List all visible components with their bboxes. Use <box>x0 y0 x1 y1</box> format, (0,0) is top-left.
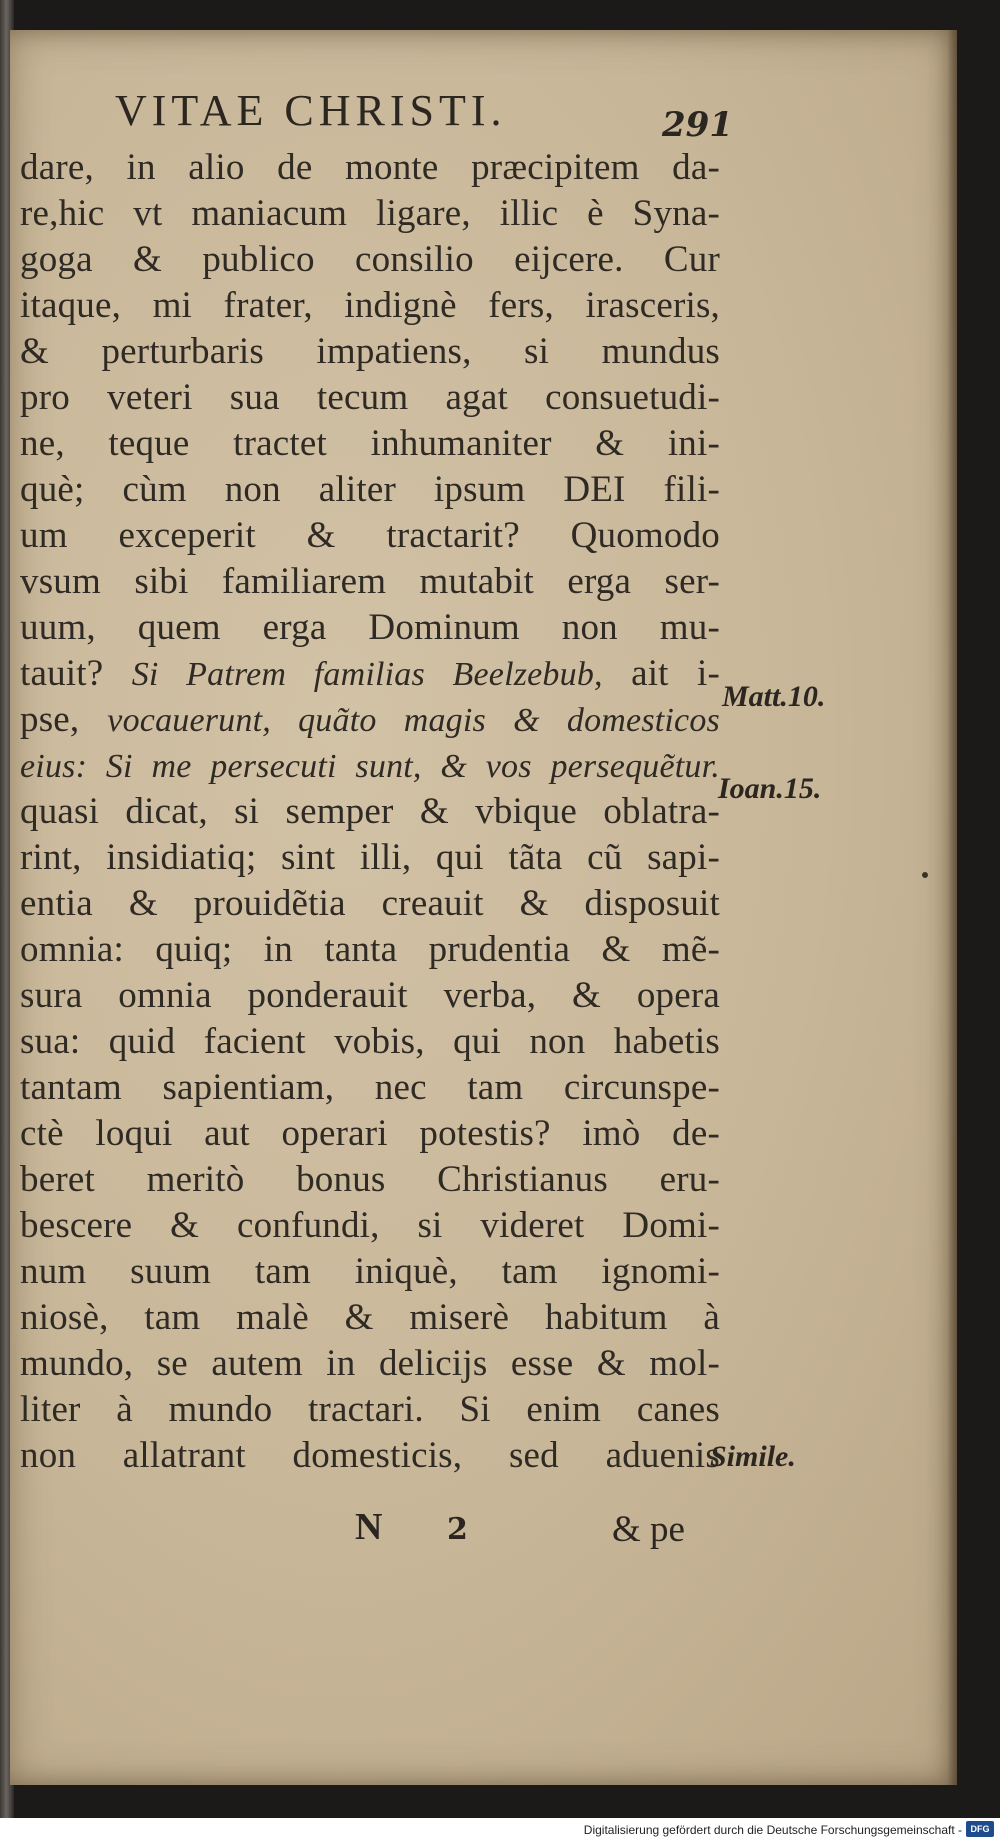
text-line: um exceperit & tractarit? Quomodo <box>20 515 720 556</box>
signature-number: 2 <box>447 1512 468 1547</box>
marginal-note-simile: Simile. <box>710 1440 796 1473</box>
text-line: tantam sapientiam, nec tam circunspe- <box>20 1067 720 1108</box>
text-line: goga & publico consilio eijcere. Cur <box>20 239 720 280</box>
text-line: ne, teque tractet inhumaniter & ini- <box>20 423 720 464</box>
marginal-note-matt: Matt.10. <box>722 680 826 713</box>
text-line: ctè loqui aut operari potestis? imò de- <box>20 1113 720 1154</box>
text-line: pse, vocauerunt, quãto magis & domesticos <box>20 699 720 740</box>
text-block <box>20 145 720 1479</box>
text-line: bescere & confundi, si videret Domi- <box>20 1205 720 1246</box>
signature-mark: N <box>355 1506 383 1548</box>
running-head: VITAE CHRISTI. <box>115 86 507 135</box>
dfg-logo: DFG <box>966 1821 994 1837</box>
text-line: uum, quem erga Dominum non mu- <box>20 607 720 648</box>
text-line: liter à mundo tractari. Si enim canes <box>20 1389 720 1430</box>
text-line: quasi dicat, si semper & vbique oblatra- <box>20 791 720 832</box>
text-line: & perturbaris impatiens, si mundus <box>20 331 720 372</box>
text-line: re,hic vt maniacum ligare, illic è Syna- <box>20 193 720 234</box>
text-line: dare, in alio de monte præcipitem da- <box>20 147 720 188</box>
text-line: sua: quid facient vobis, qui non habetis <box>20 1021 720 1062</box>
marginal-note-ioan: Ioan.15. <box>718 772 822 805</box>
text-line: num suum tam iniquè, tam ignomi- <box>20 1251 720 1292</box>
text-line: eius: Si me persecuti sunt, & vos persequẽtur. <box>20 748 720 785</box>
page-number: 291 <box>662 105 733 145</box>
text-line: beret meritò bonus Christianus eru- <box>20 1159 720 1200</box>
text-line: què; cùm non aliter ipsum DEI fili- <box>20 469 720 510</box>
footer-credit: Digitalisierung gefördert durch die Deutsche Forschungsgemeinschaft - <box>583 1823 962 1837</box>
text-line: omnia: quiq; in tanta prudentia & mẽ- <box>20 929 720 970</box>
text-line: non allatrant domesticis, sed aduenis <box>20 1435 720 1476</box>
text-line: pro veteri sua tecum agat consuetudi- <box>20 377 720 418</box>
text-line: entia & prouidẽtia creauit & disposuit <box>20 883 720 924</box>
text-line: mundo, se autem in delicijs esse & mol- <box>20 1343 720 1384</box>
text-line: sura omnia ponderauit verba, & opera <box>20 975 720 1016</box>
text-line: rint, insidiatiq; sint illi, qui tãta cũ sapi- <box>20 837 720 878</box>
catchword: & pe <box>612 1509 685 1550</box>
ink-speck <box>922 872 928 878</box>
text-line: niosè, tam malè & miserè habitum à <box>20 1297 720 1338</box>
text-line: vsum sibi familiarem mutabit erga ser- <box>20 561 720 602</box>
text-line: itaque, mi frater, indignè fers, irasceris, <box>20 285 720 326</box>
text-line: tauit? Si Patrem familias Beelzebub, ait i- <box>20 653 720 694</box>
